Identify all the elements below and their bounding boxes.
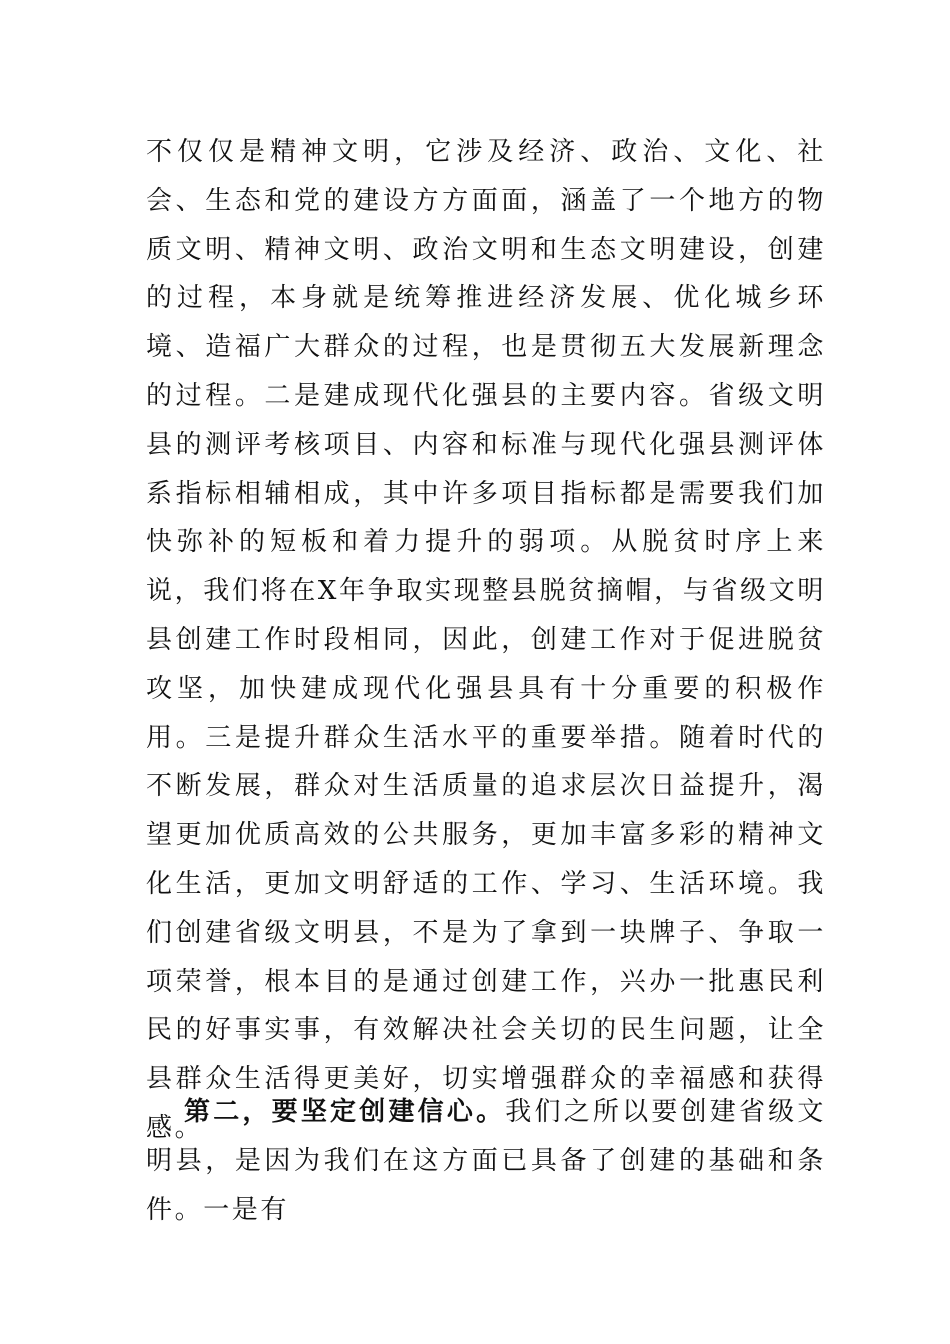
body-paragraph	[146, 1088, 826, 1234]
section-heading: 第二，要坚定创建信心。	[184, 1097, 506, 1127]
paragraph-text: 我们之所以要创建省级文明县，是因为我们在这方面已具备了创建的基础和条件。一是有	[146, 1097, 826, 1225]
body-paragraph: 不仅仅是精神文明，它涉及经济、政治、文化、社会、生态和党的建设方方面面，涵盖了一个地方的物质文明、精神文明、政治文明和生态文明建设，创建的过程，本身就是统筹推进经济发展、优化城乡环境、造福广大群众的过程，也是贯彻五大发展新理念的过程。二是建成现代化强县的主要内容。省级文明县的测评考核项目、内容和标准与现代化强县测评体系指标相辅相成，其中许多项目指标都是需要我们加快弥补的短板和着力提升的弱项。从脱贫时序上来说，我们将在X年争取实现整县脱贫摘帽，与省级文明县创建工作时段相同，因此，创建工作对于促进脱贫攻坚，加快建成现代化强县具有十分重要的积极作用。三是提升群众生活水平的重要举措。随着时代的不断发展，群众对生活质量的追求层次日益提升，渴望更加优质高效的公共服务，更加丰富多彩的精神文化生活，更加文明舒适的工作、学习、生活环境。我们创建省级文明县，不是为了拿到一块牌子、争取一项荣誉，根本目的是通过创建工作，兴办一批惠民利民的好事实事，有效解决社会关切的民生问题，让全县群众生活得更美好，切实增强群众的幸福感和获得感。	[146, 137, 826, 1143]
